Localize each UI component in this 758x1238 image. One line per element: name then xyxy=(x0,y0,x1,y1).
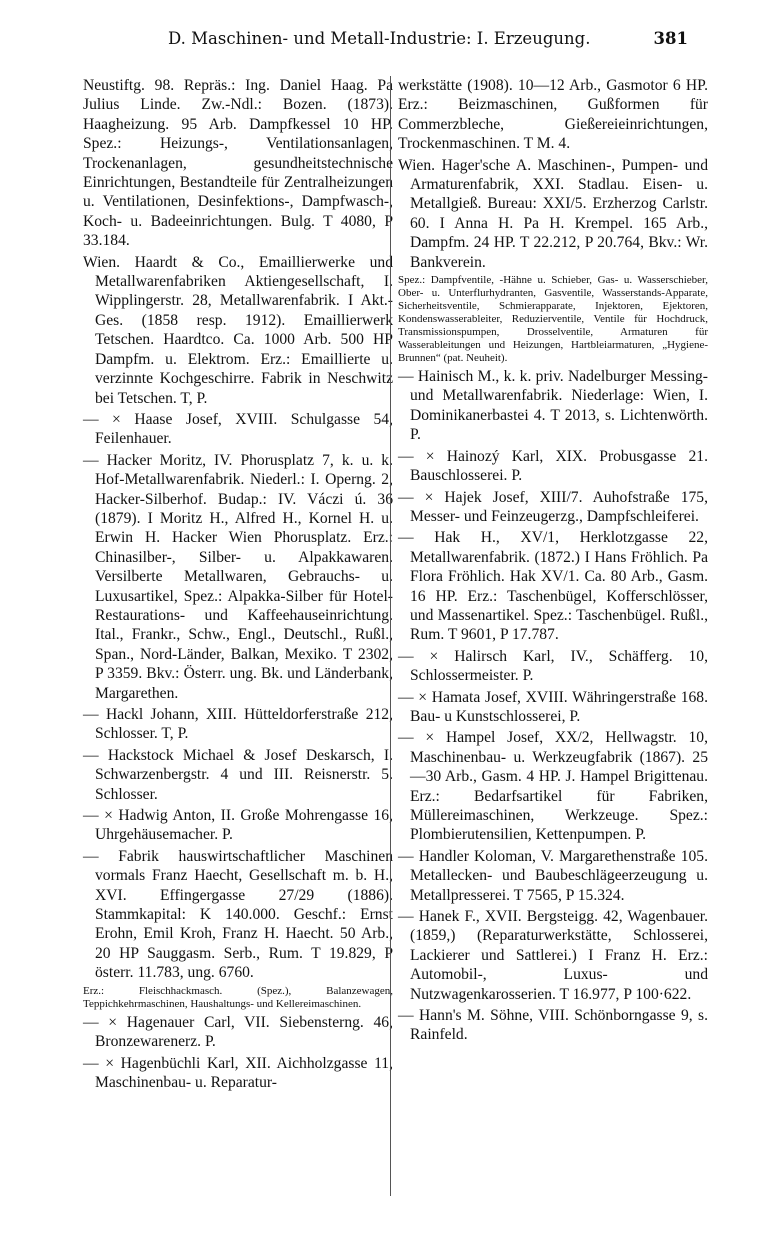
running-title: D. Maschinen- und Metall-Industrie: I. Erzeugung. xyxy=(168,29,591,48)
directory-entry: — × Hampel Josef, XX/2, Hellwagstr. 10, Maschinenbau- u. Werkzeugfabrik (1867). 25—30 Arb., Gasm. 4 HP. J. Hampel Brigittenau. Erz.: Bedarfsartikel für Fabriken, Müllereimaschinen, Werkzeuge. Spez.: Plombierutensilien, Kettenpumpen. P. xyxy=(398,729,708,844)
directory-entry: werkstätte (1908). 10—12 Arb., Gasmotor 6 HP. Erz.: Beizmaschinen, Gußformen für Commerzbleche, Gießereieinrichtungen, Trockenmaschinen. T M. 4. xyxy=(398,77,708,153)
directory-entry: Neustiftg. 98. Repräs.: Ing. Daniel Haag. Pa Julius Linde. Zw.-Ndl.: Bozen. (1873). Haagheizung. 95 Arb. Dampfkessel 10 HP. Spez.: Heizungs-, Ventilationsanlagen, Trockenanlagen, gesundheitstechnische Einrichtungen, Bestandteile für Zentralheizungen u. Ventilationen, Desinfektions-, Dampfwasch-, Koch- u. Badeeinrichtungen. Bulg. T 4080, P 33.184. xyxy=(83,77,393,250)
column-divider xyxy=(390,76,391,1196)
directory-entry: — Hackstock Michael & Josef Deskarsch, I. Schwarzenbergstr. 4 und III. Reisnerstr. 5. Schlosser. xyxy=(83,746,393,803)
directory-entry: — Hainisch M., k. k. priv. Nadelburger Messing- und Metallwarenfabrik. Niederlage: Wien, I. Dominikanerbastei 4. T 2013, s. Lichtenwörth. P. xyxy=(398,368,708,444)
page-number: 381 xyxy=(653,29,688,48)
directory-entry: — Hann's M. Söhne, VIII. Schönborngasse 9, s. Rainfeld. xyxy=(398,1007,708,1044)
directory-entry: — Hackl Johann, XIII. Hütteldorferstraße 212, Schlosser. T, P. xyxy=(83,706,393,743)
directory-entry: — × Hajek Josef, XIII/7. Auhofstraße 175, Messer- und Feinzeugerzg., Dampfschleiferei. xyxy=(398,488,708,525)
directory-entry: Spez.: Dampfventile, -Hähne u. Schieber, Gas- u. Wasserschieber, Ober- u. Unterflurhydranten, Gasventile, Wasserstands-Apparate, Sicherheitsventile, Schmierapparate, Injektoren, Ejektoren, Kondenswasserableiter, Reduzierventile, Ventile für Hochdruck, Transmissionspumpen, Drosselventile, Armaturen für Wasserableitungen und Heizungen, Hartbleiarmaturen, „Hygiene-Brunnen“ (pat. Neuheit). xyxy=(398,274,708,365)
right-column xyxy=(398,76,708,1047)
directory-entry: — × Haase Josef, XVIII. Schulgasse 54, Feilenhauer. xyxy=(83,410,393,448)
directory-entry: — Handler Koloman, V. Margarethenstraße 105. Metallecken- und Baubeschlägeerzeugung u. Metallpresserei. T 7565, P 15.324. xyxy=(398,847,708,904)
page-header xyxy=(0,24,758,54)
directory-entry: — × Hamata Josef, XVIII. Währingerstraße 168. Bau- u Kunstschlosserei, P. xyxy=(398,688,708,725)
directory-entry: — × Hagenauer Carl, VII. Siebensterng. 46, Bronzewarenerz. P. xyxy=(83,1013,393,1051)
directory-entry: Erz.: Fleischhackmasch. (Spez.), Balanzewagen, Teppichkehrmaschinen, Haushaltungs- und Kellereimaschinen. xyxy=(83,984,393,1010)
directory-entry: — Hak H., XV/1, Herklotzgasse 22, Metallwarenfabrik. (1872.) I Hans Fröhlich. Pa Flora Fröhlich. Hak XV/1. Ca. 80 Arb., Gasm. 16 HP. Erz.: Taschenbügel, Kofferschlösser, und Massenartikel. Spez.: Taschenbügel. Rußl., Rum. T 9601, P 17.787. xyxy=(398,529,708,644)
left-column xyxy=(83,76,393,1094)
directory-entry: Wien. Hager'sche A. Maschinen-, Pumpen- und Armaturenfabrik, XXI. Stadlau. Eisen- u. Metallgieß. Bureau: XXI/5. Erzherzog Carlstr. 60. I Anna H. Pa H. Krempel. 165 Arb., Dampfm. 24 HP. T 22.212, P 20.764, Bkv.: Wr. Bankverein. xyxy=(398,156,708,271)
directory-entry: — × Hainozý Karl, XIX. Probusgasse 21. Bauschlosserei. P. xyxy=(398,447,708,485)
directory-entry: — × Halirsch Karl, IV., Schäfferg. 10, Schlossermeister. P. xyxy=(398,647,708,685)
directory-entry: — × Hagenbüchli Karl, XII. Aichholzgasse 11, Maschinenbau- u. Reparatur- xyxy=(83,1054,393,1091)
directory-entry: — Fabrik hauswirtschaftlicher Maschinen vormals Franz Haecht, Gesellschaft m. b. H., XVI. Effingergasse 27/29 (1886). Stammkapital: K 140.000. Geschf.: Ernst Erohn, Emil Kroh, Franz H. Haecht. 50 Arb., 20 HP Sauggasm. Serb., Rum. T 19.829, P österr. 11.783, ung. 6760. xyxy=(83,847,393,982)
directory-entry: — Hacker Moritz, IV. Phorusplatz 7, k. u. k. Hof-Metallwarenfabrik. Niederl.: I. Operng. 2, Hacker-Silberhof. Budap.: IV. Váczi ú. 36 (1879). I Moritz H., Alfred H., Kornel H. u. Erwin H. Hacker Wien Phorusplatz. Erz.: Chinasilber-, Silber- u. Alpakkawaren. Versilberte Metallwaren, Gebrauchs- u. Luxusartikel, Spez.: Alpakka-Silber für Hotel- Restaurations- und Kaffeehauseinrichtung. Ital., Frankr., Schw., Engl., Deutschl., Rußl., Span., Nord-Länder, Balkan, Mexiko. T 2302, P 3359. Bkv.: Österr. ung. Bk. und Länderbank, Margarethen. xyxy=(83,451,393,702)
directory-entry: — × Hadwig Anton, II. Große Mohrengasse 16, Uhrgehäusemacher. P. xyxy=(83,807,393,844)
directory-entry: Wien. Haardt & Co., Emaillierwerke und Metallwarenfabriken Aktiengesellschaft, I. Wipplingerstr. 28, Metallwarenfabrik. I Akt.-Ges. (1858 resp. 1912). Emaillierwerk Tetschen. Haardtco. Ca. 1000 Arb. 500 HP Dampfm. u. Elektrom. Erz.: Emaillierte u. verzinnte Kochgeschirre. Fabrik in Neschwitz bei Tetschen. T, P. xyxy=(83,253,393,407)
directory-entry: — Hanek F., XVII. Bergsteigg. 42, Wagenbauer. (1859,) (Reparaturwerkstätte, Schlosserei, Lackierer und Sattlerei.) I Franz H. Erz.: Automobil-, Luxus- und Nutzwagenkarosserien. T 16.977, P 100·622. xyxy=(398,908,708,1003)
